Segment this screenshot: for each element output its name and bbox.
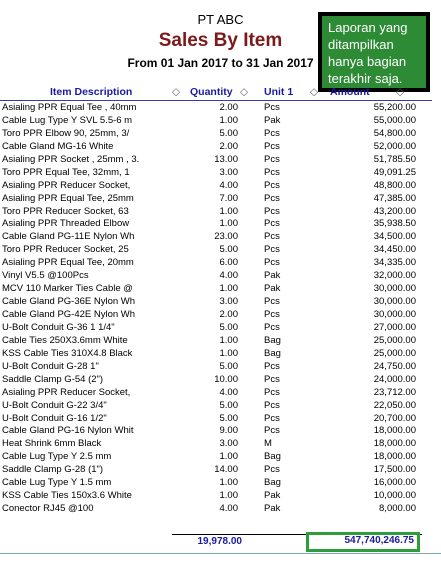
- quantity-cell: 5.00: [219, 360, 238, 372]
- item-description-cell: Vinyl V5.5 @100Pcs: [2, 270, 89, 282]
- quantity-cell: 4.00: [219, 386, 238, 398]
- amount-cell: 55,000.00: [373, 114, 416, 126]
- table-row[interactable]: [0, 360, 441, 373]
- item-description-cell: Conector RJ45 @100: [2, 503, 94, 515]
- quantity-cell: 5.00: [219, 399, 238, 411]
- amount-cell: 22,050.00: [373, 399, 416, 411]
- table-row[interactable]: [0, 463, 441, 476]
- table-row[interactable]: [0, 256, 441, 269]
- table-row[interactable]: [0, 114, 441, 127]
- item-description-cell: Asialing PPR Threaded Elbow: [2, 218, 130, 230]
- column-header-amount[interactable]: Amount: [330, 86, 370, 98]
- unit-cell: Pak: [264, 114, 281, 126]
- table-row[interactable]: [0, 295, 441, 308]
- amount-cell: 47,385.00: [373, 192, 416, 204]
- amount-cell: 16,000.00: [373, 477, 416, 489]
- item-description-cell: Asialing PPR Equal Tee, 25mm: [2, 192, 134, 204]
- table-row[interactable]: [0, 192, 441, 205]
- quantity-cell: 3.00: [219, 296, 238, 308]
- amount-cell: 25,000.00: [373, 347, 416, 359]
- item-description-cell: Cable Gland PG-11E Nylon Wh: [2, 231, 135, 243]
- quantity-cell: 2.00: [219, 140, 238, 152]
- item-description-cell: U-Bolt Conduit G-36 1 1/4": [2, 321, 115, 333]
- amount-cell: 17,500.00: [373, 464, 416, 476]
- table-row[interactable]: [0, 321, 441, 334]
- quantity-cell: 23.00: [214, 231, 238, 243]
- item-description-cell: Cable Lug Type Y 2.5 mm: [2, 451, 112, 463]
- quantity-cell: 6.00: [219, 257, 238, 269]
- quantity-cell: 1.00: [219, 205, 238, 217]
- item-description-cell: KSS Cable Ties 150x3.6 White: [2, 490, 132, 502]
- table-row[interactable]: [0, 230, 441, 243]
- item-description-cell: Asialing PPR Equal Tee , 40mm: [2, 102, 137, 113]
- unit-cell: Pcs: [264, 140, 280, 152]
- annotation-note: [318, 12, 430, 92]
- amount-cell: 32,000.00: [373, 270, 416, 282]
- unit-cell: Pcs: [264, 153, 280, 165]
- unit-cell: M: [264, 438, 272, 450]
- amount-cell: 23,712.00: [373, 386, 416, 398]
- item-description-cell: KSS Cable Ties 310X4.8 Black: [2, 347, 133, 359]
- unit-cell: Pcs: [264, 386, 280, 398]
- sort-icon[interactable]: ◇: [240, 86, 249, 98]
- unit-cell: Pcs: [264, 192, 280, 204]
- table-row[interactable]: [0, 412, 441, 425]
- unit-cell: Pcs: [264, 179, 280, 191]
- table-row[interactable]: [0, 166, 441, 179]
- table-row[interactable]: [0, 179, 441, 192]
- table-body: [0, 101, 441, 515]
- unit-cell: Pcs: [264, 205, 280, 217]
- company-name: PT ABC: [197, 12, 244, 27]
- quantity-cell: 1.00: [219, 347, 238, 359]
- amount-cell: 25,000.00: [373, 334, 416, 346]
- quantity-cell: 1.00: [219, 490, 238, 502]
- table-row[interactable]: [0, 282, 441, 295]
- unit-cell: Pcs: [264, 412, 280, 424]
- report-title: Sales By Item: [158, 30, 283, 51]
- amount-cell: 54,800.00: [373, 127, 416, 139]
- note-line: Laporan yang: [328, 20, 408, 35]
- unit-cell: Pcs: [264, 373, 280, 385]
- quantity-cell: 10.00: [214, 373, 238, 385]
- quantity-cell: 1.00: [219, 477, 238, 489]
- bottom-divider: [0, 553, 441, 554]
- sort-icon[interactable]: ◇: [310, 86, 319, 98]
- unit-cell: Bag: [264, 451, 281, 463]
- quantity-cell: 5.00: [219, 321, 238, 333]
- item-description-cell: Asialing PPR Reducer Socket,: [2, 179, 131, 191]
- amount-cell: 20,700.00: [373, 412, 416, 424]
- sort-icon[interactable]: ◇: [396, 86, 405, 98]
- amount-cell: 8,000.00: [379, 503, 416, 515]
- item-description-cell: Asialing PPR Reducer Socket,: [2, 386, 131, 398]
- quantity-cell: 2.00: [219, 309, 238, 320]
- quantity-cell: 4.00: [219, 179, 238, 191]
- item-description-cell: Asialing PPR Equal Tee, 20mm: [2, 257, 134, 269]
- table-row[interactable]: [0, 334, 441, 347]
- amount-cell: 18,000.00: [373, 438, 416, 450]
- amount-cell: 52,000.00: [373, 140, 416, 152]
- item-description-cell: Heat Shrink 6mm Black: [2, 438, 102, 450]
- amount-cell: 34,450.00: [373, 244, 416, 256]
- quantity-cell: 2.00: [219, 102, 238, 113]
- item-description-cell: U-Bolt Conduit G-16 1/2": [2, 412, 107, 424]
- amount-cell: 18,000.00: [373, 425, 416, 437]
- table-row[interactable]: [0, 399, 441, 412]
- unit-cell: Pcs: [264, 102, 280, 113]
- report-period: From 01 Jan 2017 to 31 Jan 2017: [127, 56, 314, 70]
- quantity-cell: 1.00: [219, 451, 238, 463]
- table-row[interactable]: [0, 243, 441, 256]
- item-description-cell: Cable Lug Type Y 1.5 mm: [2, 477, 112, 489]
- item-description-cell: Cable Gland PG-42E Nylon Wh: [2, 309, 136, 320]
- unit-cell: Pcs: [264, 399, 280, 411]
- item-description-cell: Toro PPR Reducer Socket, 63: [2, 205, 129, 217]
- sort-icon[interactable]: ◇: [172, 86, 181, 98]
- amount-cell: 30,000.00: [373, 296, 416, 308]
- quantity-cell: 4.00: [219, 503, 238, 515]
- item-description-cell: Cable Gland PG-16 Nylon Whit: [2, 425, 134, 437]
- item-description-cell: Saddle Clamp G-28 (1"): [2, 464, 104, 476]
- item-description-cell: Toro PPR Reducer Socket, 25: [2, 244, 129, 256]
- table-row[interactable]: [0, 308, 441, 321]
- unit-cell: Pcs: [264, 464, 280, 476]
- amount-cell: 34,335.00: [373, 257, 416, 269]
- quantity-cell: 14.00: [214, 464, 238, 476]
- table-header: [0, 86, 432, 101]
- note-line: terakhir saja.: [328, 71, 403, 86]
- unit-cell: Pcs: [264, 296, 280, 308]
- amount-cell: 43,200.00: [373, 205, 416, 217]
- unit-cell: Bag: [264, 334, 281, 346]
- table-row[interactable]: [0, 205, 441, 218]
- quantity-cell: 1.00: [219, 114, 238, 126]
- quantity-cell: 1.00: [219, 334, 238, 346]
- unit-cell: Pcs: [264, 244, 280, 256]
- quantity-cell: 7.00: [219, 192, 238, 204]
- table-row[interactable]: [0, 489, 441, 502]
- quantity-cell: 3.00: [219, 166, 238, 178]
- column-header-description[interactable]: Item Description: [50, 86, 133, 98]
- table-row[interactable]: [0, 424, 441, 437]
- table-row[interactable]: [0, 140, 441, 153]
- unit-cell: Pcs: [264, 166, 280, 178]
- quantity-cell: 1.00: [219, 218, 238, 230]
- unit-cell: Pcs: [264, 425, 280, 437]
- item-description-cell: U-Bolt Conduit G-28 1": [2, 360, 99, 372]
- amount-cell: 24,000.00: [373, 373, 416, 385]
- item-description-cell: Toro PPR Elbow 90, 25mm, 3/: [2, 127, 130, 139]
- table-row[interactable]: [0, 450, 441, 463]
- table-row[interactable]: [0, 153, 441, 166]
- quantity-cell: 5.00: [219, 244, 238, 256]
- amount-cell: 27,000.00: [373, 321, 416, 333]
- quantity-cell: 13.00: [214, 153, 238, 165]
- item-description-cell: U-Bolt Conduit G-22 3/4": [2, 399, 107, 411]
- table-row[interactable]: [0, 269, 441, 282]
- unit-cell: Pcs: [264, 309, 280, 320]
- unit-cell: Pcs: [264, 231, 280, 243]
- item-description-cell: Cable Gland PG-36E Nylon Wh: [2, 296, 136, 308]
- item-description-cell: Cable Lug Type Y SVL 5.5-6 m: [2, 114, 133, 126]
- item-description-cell: Saddle Clamp G-54 (2"): [2, 373, 104, 385]
- amount-cell: 55,200.00: [373, 102, 416, 113]
- unit-cell: Pak: [264, 283, 281, 295]
- amount-cell: 34,500.00: [373, 231, 416, 243]
- note-line: ditampilkan: [328, 37, 394, 52]
- unit-cell: Pcs: [264, 360, 280, 372]
- quantity-cell: 4.00: [219, 270, 238, 282]
- amount-cell: 30,000.00: [373, 309, 416, 320]
- quantity-cell: 1.00: [219, 283, 238, 295]
- quantity-cell: 9.00: [219, 425, 238, 437]
- amount-cell: 35,938.50: [373, 218, 416, 230]
- unit-cell: Pcs: [264, 218, 280, 230]
- unit-cell: Pak: [264, 490, 281, 502]
- note-line: hanya bagian: [328, 54, 407, 69]
- unit-cell: Pcs: [264, 127, 280, 139]
- amount-cell: 10,000.00: [373, 490, 416, 502]
- table-row[interactable]: [0, 217, 441, 230]
- total-quantity: 19,978.00: [197, 536, 242, 547]
- item-description-cell: Toro PPR Equal Tee, 32mm, 1: [2, 166, 130, 178]
- quantity-cell: 3.00: [219, 438, 238, 450]
- quantity-cell: 5.00: [219, 127, 238, 139]
- table-row[interactable]: [0, 476, 441, 489]
- column-header-quantity[interactable]: Quantity: [190, 86, 233, 98]
- item-description-cell: Cable Ties 250X3.6mm White: [2, 334, 128, 346]
- amount-cell: 51,785.50: [373, 153, 416, 165]
- unit-cell: Bag: [264, 347, 281, 359]
- table-row[interactable]: [0, 127, 441, 140]
- quantity-cell: 5.00: [219, 412, 238, 424]
- amount-cell: 18,000.00: [373, 451, 416, 463]
- table-row[interactable]: [0, 373, 441, 386]
- unit-cell: Pak: [264, 503, 281, 515]
- unit-cell: Pcs: [264, 257, 280, 269]
- table-row[interactable]: [0, 386, 441, 399]
- item-description-cell: Asialing PPR Socket , 25mm , 3.: [2, 153, 140, 165]
- table-row[interactable]: [0, 101, 441, 114]
- amount-cell: 48,800.00: [373, 179, 416, 191]
- item-description-cell: Cable Gland MG-16 White: [2, 140, 114, 152]
- unit-cell: Pcs: [264, 321, 280, 333]
- total-amount: 547,740,246.75: [344, 535, 414, 546]
- column-header-unit[interactable]: Unit 1: [264, 86, 294, 98]
- table-row[interactable]: [0, 502, 441, 515]
- item-description-cell: MCV 110 Marker Ties Cable @: [2, 283, 133, 295]
- amount-cell: 24,750.00: [373, 360, 416, 372]
- unit-cell: Bag: [264, 477, 281, 489]
- unit-cell: Pak: [264, 270, 281, 282]
- table-row[interactable]: [0, 347, 441, 360]
- table-row[interactable]: [0, 437, 441, 450]
- amount-cell: 49,091.25: [373, 166, 416, 178]
- amount-cell: 30,000.00: [373, 283, 416, 295]
